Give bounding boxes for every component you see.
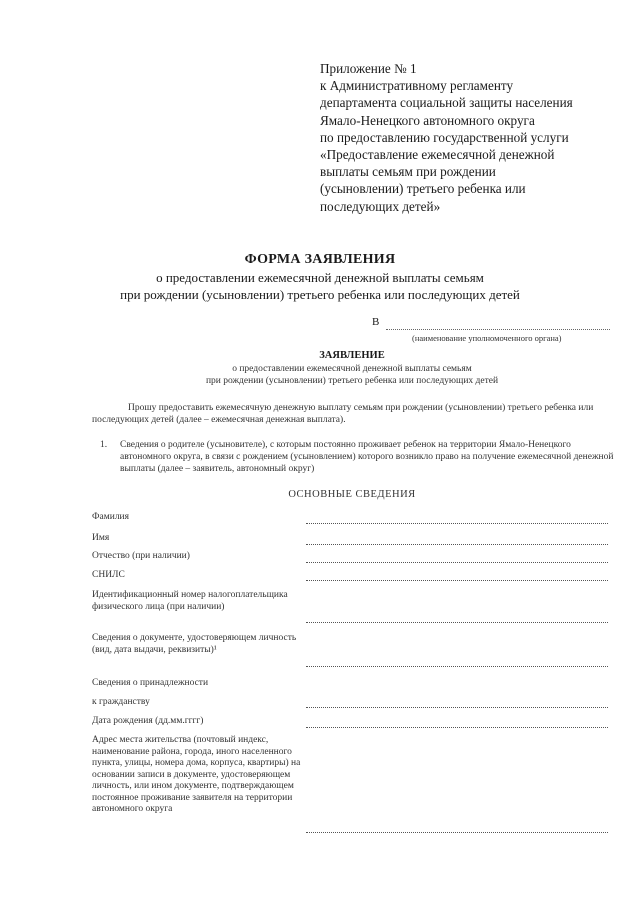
field-label-citizenship-cont: к гражданству xyxy=(92,697,150,707)
field-label-citizenship: Сведения о принадлежности xyxy=(92,678,209,688)
field-label-patronymic: Отчество (при наличии) xyxy=(92,551,190,561)
appendix-line: Приложение № 1 xyxy=(320,61,417,76)
appendix-line: Ямало-Ненецкого автономного округа xyxy=(320,112,535,128)
application-title: ЗАЯВЛЕНИЕ xyxy=(319,350,385,361)
field-label-address: Адрес места жительства (почтовый индекс, наименование района, города, иного населенного пункта, улицы, номера дома, корпуса, квартиры) на основании записи в документе, удостоверяющем личность, или ином документе, подтверждающем постоянное проживание заявителя на территории автономного округа xyxy=(92,735,301,814)
field-input-name[interactable] xyxy=(306,544,608,545)
addressee-line[interactable] xyxy=(386,329,610,330)
form-subtitle-line1: о предоставлении ежемесячной денежной выплаты семьям xyxy=(156,270,484,285)
field-label-name: Имя xyxy=(92,533,110,543)
field-label-birth-date: Дата рождения (дд.мм.гггг) xyxy=(92,716,204,726)
appendix-line: «Предоставление ежемесячной денежной xyxy=(320,147,555,163)
addressee-field[interactable] xyxy=(372,316,379,328)
appendix-line: департамента социальной защиты населения xyxy=(320,95,573,111)
field-input-patronymic[interactable] xyxy=(306,562,608,563)
item-1 xyxy=(100,439,614,475)
field-label-surname: Фамилия xyxy=(92,512,130,522)
field-input-inn[interactable] xyxy=(306,622,608,623)
form-title: ФОРМА ЗАЯВЛЕНИЯ xyxy=(244,252,396,267)
appendix-line: по предоставлению государственной услуги xyxy=(320,129,569,145)
section-title: ОСНОВНЫЕ СВЕДЕНИЯ xyxy=(288,489,416,500)
item-1-number: 1. xyxy=(100,440,108,450)
field-label-snils: СНИЛС xyxy=(92,570,125,580)
appendix-header xyxy=(320,60,620,215)
field-input-citizenship[interactable] xyxy=(306,707,608,708)
addressee-prefix: В xyxy=(372,316,380,328)
application-subtitle-line1: о предоставлении ежемесячной денежной выплаты семьям xyxy=(232,364,472,374)
field-input-snils[interactable] xyxy=(306,580,608,581)
field-input-birth-date[interactable] xyxy=(306,727,608,728)
field-label-identity-document: Сведения о документе, удостоверяющем личность (вид, дата выдачи, реквизиты)¹ xyxy=(92,633,297,655)
appendix-line: к Административному регламенту xyxy=(320,78,514,94)
item-1-text: Сведения о родителе (усыновителе), с которым постоянно проживает ребенок на территории Ямало-Ненецкого автономного округа, в связи с рождением (усыновлением) которого возникло право на получение ежемесячной денежной выплаты (далее – заявитель, автономный округ) xyxy=(120,440,614,474)
application-subtitle-line2: при рождении (усыновлении) третьего ребенка или последующих детей xyxy=(205,376,499,386)
field-label-inn: Идентификационный номер налогоплательщика физического лица (при наличии) xyxy=(92,590,288,612)
field-input-identity-document[interactable] xyxy=(306,666,608,667)
appendix-line: последующих детей» xyxy=(320,198,441,214)
appendix-line: выплаты семьям при рождении xyxy=(320,164,496,180)
field-input-surname[interactable] xyxy=(306,523,608,524)
addressee-caption: (наименование уполномоченного органа) xyxy=(412,333,562,343)
request-paragraph: Прошу предоставить ежемесячную денежную выплату семьям при рождении (усыновлении) третьего ребенка или последующих детей (далее – ежемесячная денежная выплата). xyxy=(92,403,594,425)
form-subtitle-line2: при рождении (усыновлении) третьего ребенка или последующих детей xyxy=(120,287,520,302)
appendix-line: (усыновлении) третьего ребенка или xyxy=(320,181,526,197)
field-input-address[interactable] xyxy=(306,832,608,833)
